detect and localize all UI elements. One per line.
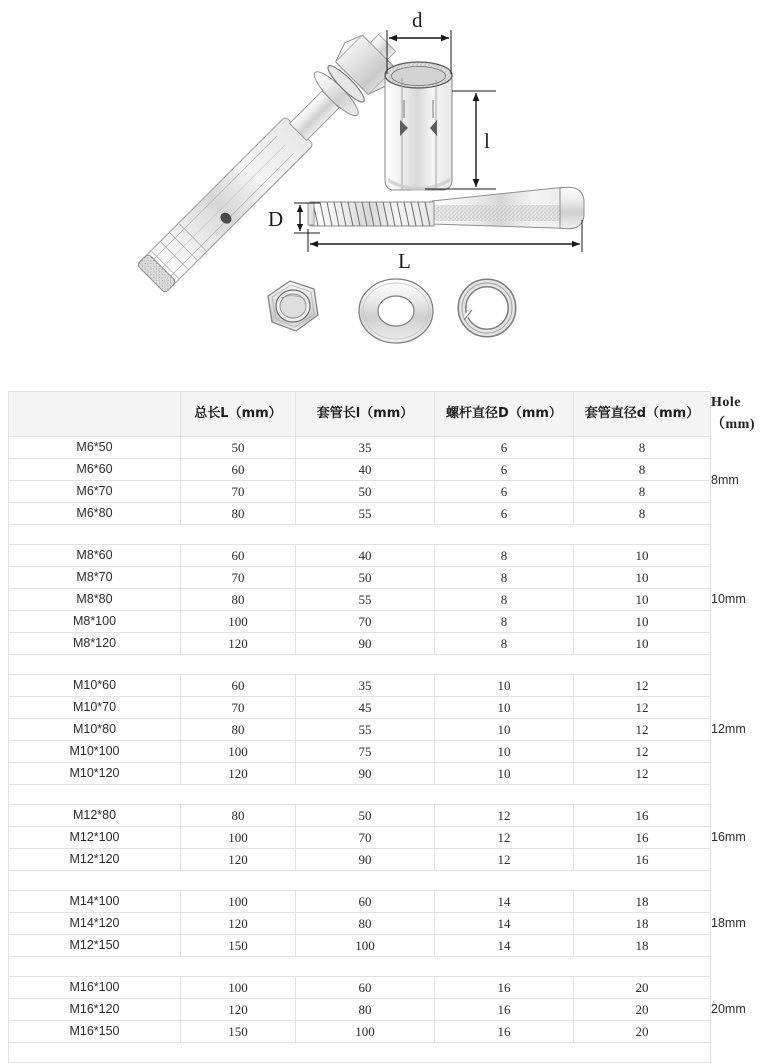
cell-D: 12: [435, 849, 574, 871]
dimension-label-l: l: [484, 129, 490, 153]
spacer-cell: [9, 957, 711, 977]
cell-size: M6*50: [9, 437, 181, 459]
cell-d: 10: [574, 633, 711, 655]
spacer-cell: [9, 871, 711, 891]
cell-l: 35: [296, 437, 435, 459]
hex-nut-graphic: [268, 281, 318, 331]
cell-l: 50: [296, 805, 435, 827]
table-row: [9, 611, 711, 633]
table-header-row: 总长L（mm） 套管长l（mm） 螺杆直径D（mm） 套管直径d（mm） Hole （mm): [9, 392, 711, 437]
header-size: [9, 392, 181, 437]
cell-size: M16*100: [9, 977, 181, 999]
table-row: [9, 741, 711, 763]
cell-l: 100: [296, 935, 435, 957]
table-row: M14*100 100 60 14 18 18mm: [9, 891, 711, 913]
cell-size: M12*100: [9, 827, 181, 849]
cell-L: 100: [181, 741, 296, 763]
cell-L: 120: [181, 999, 296, 1021]
cell-D: 10: [435, 763, 574, 785]
cell-d: 20: [574, 1021, 711, 1043]
cell-l: 60: [296, 891, 435, 913]
cell-D: 8: [435, 567, 574, 589]
cell-l: 55: [296, 589, 435, 611]
cell-D: 8: [435, 611, 574, 633]
header-sleeve-diameter: 套管直径d（mm）: [574, 392, 711, 437]
spacer-cell: [9, 655, 711, 675]
cell-D: 16: [435, 999, 574, 1021]
cell-d: 10: [574, 611, 711, 633]
cell-l: 50: [296, 481, 435, 503]
cell-L: 70: [181, 481, 296, 503]
cell-l: 90: [296, 849, 435, 871]
table-row: [9, 567, 711, 589]
cell-l: 100: [296, 1021, 435, 1043]
cell-size: M10*120: [9, 763, 181, 785]
cell-D: 12: [435, 827, 574, 849]
table-row: [9, 913, 711, 935]
cell-l: 35: [296, 675, 435, 697]
cell-L: 100: [181, 611, 296, 633]
cell-D: 16: [435, 1021, 574, 1043]
cell-D: 10: [435, 675, 574, 697]
cell-D: 12: [435, 805, 574, 827]
cell-d: 18: [574, 891, 711, 913]
cell-d: 8: [574, 459, 711, 481]
cell-D: 10: [435, 741, 574, 763]
table-row: [9, 459, 711, 481]
table-row: [9, 827, 711, 849]
cell-L: 50: [181, 437, 296, 459]
table-group-spacer: [9, 1043, 711, 1063]
cell-L: 60: [181, 459, 296, 481]
cell-L: 60: [181, 675, 296, 697]
cell-d: 18: [574, 913, 711, 935]
cell-D: 8: [435, 589, 574, 611]
cell-D: 14: [435, 891, 574, 913]
cell-L: 120: [181, 913, 296, 935]
cell-d: 12: [574, 741, 711, 763]
dimension-label-D: D: [268, 207, 284, 231]
cell-D: 6: [435, 481, 574, 503]
cell-L: 70: [181, 567, 296, 589]
cell-d: 12: [574, 719, 711, 741]
cell-D: 6: [435, 503, 574, 525]
table-group-spacer: [9, 655, 711, 675]
table-row: [9, 763, 711, 785]
table-row: [9, 719, 711, 741]
cell-d: 12: [574, 697, 711, 719]
cell-size: M12*150: [9, 935, 181, 957]
table-row: [9, 589, 711, 611]
cell-d: 12: [574, 675, 711, 697]
cell-L: 70: [181, 697, 296, 719]
cell-L: 80: [181, 589, 296, 611]
cell-d: 10: [574, 545, 711, 567]
cell-L: 120: [181, 633, 296, 655]
dimension-label-d: d: [412, 8, 423, 32]
cell-size: M14*120: [9, 913, 181, 935]
cell-d: 18: [574, 935, 711, 957]
table-row: [9, 503, 711, 525]
cell-size: M12*80: [9, 805, 181, 827]
spec-table-container: [8, 391, 755, 1063]
cell-l: 75: [296, 741, 435, 763]
specification-table: [8, 391, 755, 1063]
cell-L: 80: [181, 805, 296, 827]
cell-d: 16: [574, 827, 711, 849]
threaded-bolt-graphic: [268, 187, 584, 273]
cell-l: 55: [296, 503, 435, 525]
cell-size: M8*80: [9, 589, 181, 611]
cell-D: 10: [435, 697, 574, 719]
table-group-spacer: [9, 871, 711, 891]
cell-L: 100: [181, 827, 296, 849]
spacer-cell: [9, 1043, 711, 1063]
cell-L: 120: [181, 849, 296, 871]
cell-size: M6*70: [9, 481, 181, 503]
table-row: [9, 1021, 711, 1043]
cell-D: 8: [435, 545, 574, 567]
table-row: M6*50 50 35 6 8 8mm: [9, 437, 711, 459]
product-illustration: [0, 0, 761, 388]
cell-d: 20: [574, 999, 711, 1021]
cell-size: M10*80: [9, 719, 181, 741]
cell-l: 55: [296, 719, 435, 741]
cell-D: 6: [435, 459, 574, 481]
cell-size: M16*150: [9, 1021, 181, 1043]
cell-d: 20: [574, 977, 711, 999]
cell-d: 10: [574, 589, 711, 611]
cell-d: 8: [574, 481, 711, 503]
cell-L: 80: [181, 503, 296, 525]
expansion-sleeve-graphic: [385, 8, 496, 191]
table-row: M16*100 100 60 16 20 20mm: [9, 977, 711, 999]
cell-L: 100: [181, 891, 296, 913]
cell-d: 16: [574, 805, 711, 827]
table-group-spacer: [9, 785, 711, 805]
cell-D: 8: [435, 633, 574, 655]
cell-L: 120: [181, 763, 296, 785]
cell-l: 90: [296, 763, 435, 785]
cell-D: 14: [435, 935, 574, 957]
table-row: [9, 697, 711, 719]
cell-l: 60: [296, 977, 435, 999]
table-group-spacer: [9, 525, 711, 545]
cell-size: M10*100: [9, 741, 181, 763]
cell-d: 10: [574, 567, 711, 589]
cell-l: 45: [296, 697, 435, 719]
table-row: M8*60 60 40 8 10 10mm: [9, 545, 711, 567]
cell-l: 40: [296, 459, 435, 481]
table-row: [9, 999, 711, 1021]
cell-D: 14: [435, 913, 574, 935]
table-row: [9, 633, 711, 655]
cell-D: 10: [435, 719, 574, 741]
cell-d: 16: [574, 849, 711, 871]
cell-size: M8*70: [9, 567, 181, 589]
cell-size: M14*100: [9, 891, 181, 913]
table-body: [9, 437, 746, 1063]
dimension-label-L: L: [398, 249, 411, 273]
cell-D: 6: [435, 437, 574, 459]
cell-D: 16: [435, 977, 574, 999]
cell-size: M16*120: [9, 999, 181, 1021]
cell-d: 12: [574, 763, 711, 785]
cell-size: M8*100: [9, 611, 181, 633]
cell-L: 60: [181, 545, 296, 567]
cell-l: 70: [296, 827, 435, 849]
cell-L: 100: [181, 977, 296, 999]
cell-size: M8*60: [9, 545, 181, 567]
table-row: M10*60 60 35 10 12 12mm: [9, 675, 711, 697]
cell-l: 50: [296, 567, 435, 589]
header-total-length: 总长L（mm）: [181, 392, 296, 437]
cell-size: M10*60: [9, 675, 181, 697]
table-row: [9, 849, 711, 871]
assembled-sleeve-anchor-graphic: [130, 22, 409, 301]
cell-size: M6*80: [9, 503, 181, 525]
table-row: [9, 935, 711, 957]
table-group-spacer: [9, 957, 711, 977]
cell-l: 90: [296, 633, 435, 655]
cell-size: M8*120: [9, 633, 181, 655]
spring-washer-graphic: [462, 283, 512, 333]
cell-l: 70: [296, 611, 435, 633]
flat-washer-graphic: [359, 279, 433, 343]
cell-L: 150: [181, 1021, 296, 1043]
cell-size: M10*70: [9, 697, 181, 719]
cell-l: 80: [296, 913, 435, 935]
cell-d: 8: [574, 437, 711, 459]
table-row: [9, 481, 711, 503]
cell-size: M6*60: [9, 459, 181, 481]
header-sleeve-length: 套管长l（mm）: [296, 392, 435, 437]
cell-l: 40: [296, 545, 435, 567]
cell-d: 8: [574, 503, 711, 525]
cell-L: 80: [181, 719, 296, 741]
spacer-cell: [9, 785, 711, 805]
cell-L: 150: [181, 935, 296, 957]
spacer-cell: [9, 525, 711, 545]
header-bolt-diameter: 螺杆直径D（mm）: [435, 392, 574, 437]
cell-l: 80: [296, 999, 435, 1021]
cell-size: M12*120: [9, 849, 181, 871]
table-row: M12*80 80 50 12 16 16mm: [9, 805, 711, 827]
